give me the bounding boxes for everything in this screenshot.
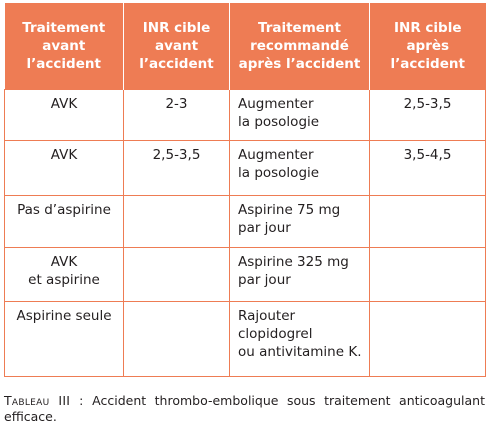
table-caption (4, 393, 485, 425)
cell-treatment-before: AVK et aspirine (5, 248, 124, 302)
cell-inr-after (370, 302, 486, 377)
cell-inr-before: 2-3 (124, 90, 230, 141)
header-inr-before: INR cible avant l’accident (124, 3, 230, 90)
table-row (5, 248, 486, 302)
header-inr-after: INR cible après l’accident (370, 3, 486, 90)
table-row (5, 196, 486, 248)
cell-treatment-before: AVK (5, 90, 124, 141)
cell-treatment-recommended: Aspirine 75 mg par jour (230, 196, 370, 248)
cell-inr-before (124, 302, 230, 377)
cell-inr-before (124, 196, 230, 248)
cell-inr-after (370, 196, 486, 248)
header-treatment-recommended: Traitement recommandé après l’accident (230, 3, 370, 90)
table-row (5, 302, 486, 377)
cell-inr-after: 2,5-3,5 (370, 90, 486, 141)
header-treatment-before: Traitement avant l’accident (5, 3, 124, 90)
cell-inr-before (124, 248, 230, 302)
cell-treatment-before: AVK (5, 141, 124, 196)
cell-inr-before: 2,5-3,5 (124, 141, 230, 196)
cell-inr-after (370, 248, 486, 302)
cell-inr-after: 3,5-4,5 (370, 141, 486, 196)
caption-label: Tableau III : (4, 393, 84, 408)
cell-treatment-recommended: Augmenter la posologie (230, 141, 370, 196)
caption-text: Accident thrombo-embolique sous traitement anticoagulant efficace. (4, 393, 485, 424)
cell-treatment-recommended: Rajouter clopidogrel ou antivitamine K. (230, 302, 370, 377)
treatment-table (4, 3, 486, 377)
table-row (5, 90, 486, 141)
table-header-row (5, 3, 486, 90)
cell-treatment-recommended: Augmenter la posologie (230, 90, 370, 141)
cell-treatment-before: Pas d’aspirine (5, 196, 124, 248)
cell-treatment-before: Aspirine seule (5, 302, 124, 377)
table-row (5, 141, 486, 196)
cell-treatment-recommended: Aspirine 325 mg par jour (230, 248, 370, 302)
